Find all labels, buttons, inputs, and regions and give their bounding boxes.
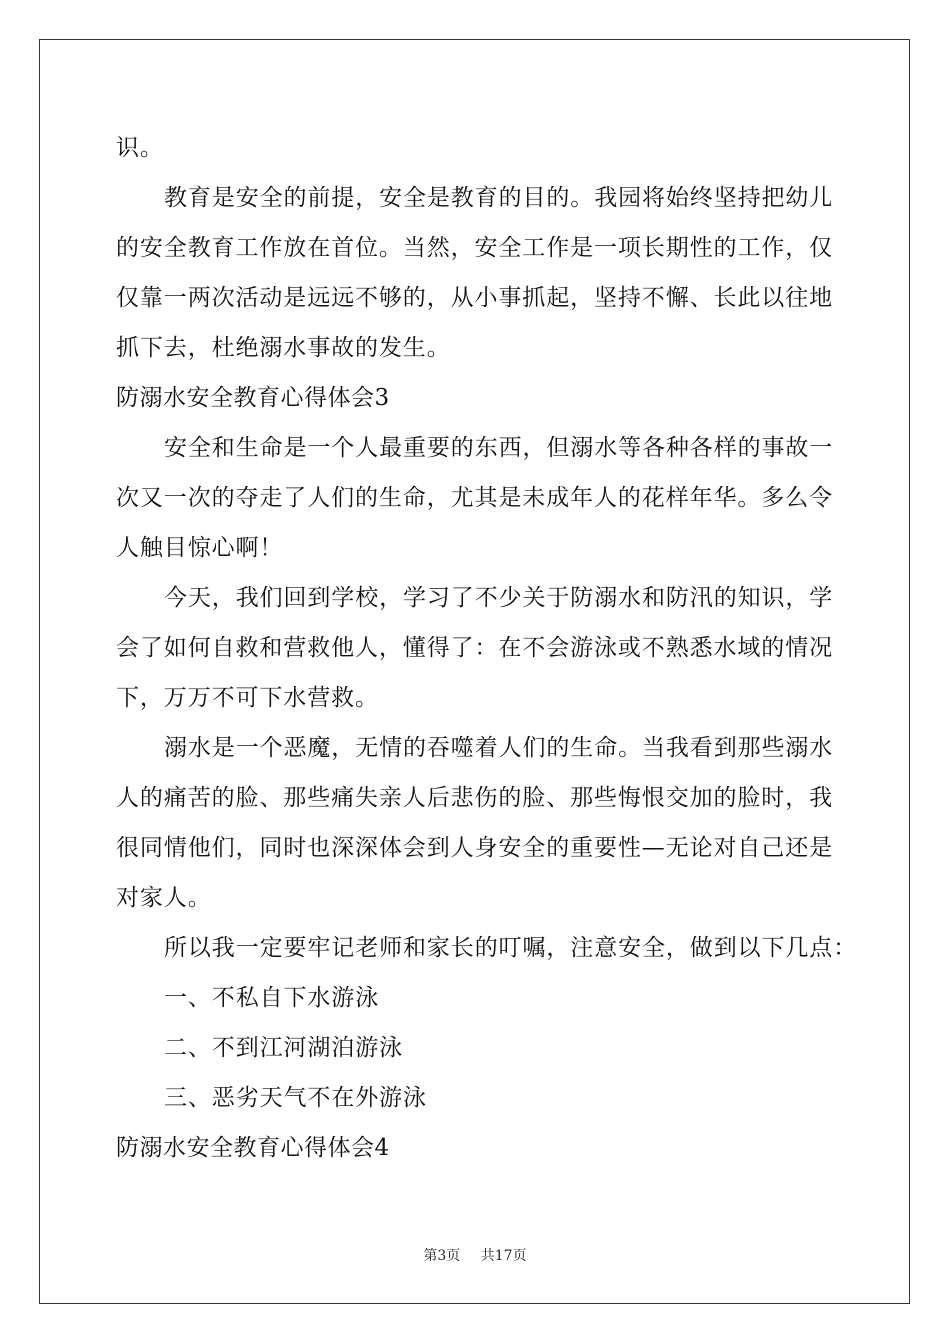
text-line: 人的痛苦的脸、那些痛失亲人后悲伤的脸、那些悔恨交加的脸时，我 <box>116 785 833 811</box>
text-line: 的安全教育工作放在首位。当然，安全工作是一项长期性的工作，仅 <box>116 235 833 261</box>
page-number: 第3页 <box>423 1248 461 1264</box>
text-line: 识。 <box>116 135 164 161</box>
text-line: 很同情他们，同时也深深体会到人身安全的重要性—无论对自己还是 <box>116 835 833 861</box>
text-line: 溺水是一个恶魔，无情的吞噬着人们的生命。当我看到那些溺水 <box>164 735 834 761</box>
text-line: 今天，我们回到学校，学习了不少关于防溺水和防汛的知识，学 <box>164 585 834 611</box>
text-line: 安全和生命是一个人最重要的东西，但溺水等各种各样的事故一 <box>164 435 834 461</box>
list-item: 一、不私自下水游泳 <box>164 985 380 1011</box>
list-item: 三、恶劣天气不在外游泳 <box>164 1085 427 1111</box>
document-body <box>116 123 858 1173</box>
text-line: 对家人。 <box>116 885 212 911</box>
page-footer <box>0 1246 950 1266</box>
text-line: 次又一次的夺走了人们的生命，尤其是未成年人的花样年华。多么令 <box>116 485 833 511</box>
text-line: 会了如何自救和营救他人，懂得了：在不会游泳或不熟悉水域的情况 <box>116 635 833 661</box>
section-heading: 防溺水安全教育心得体会3 <box>116 385 390 411</box>
text-line: 仅靠一两次活动是远远不够的，从小事抓起，坚持不懈、长此以往地 <box>116 285 833 311</box>
page-total: 共17页 <box>480 1248 527 1264</box>
section-heading: 防溺水安全教育心得体会4 <box>116 1135 390 1161</box>
text-line: 所以我一定要牢记老师和家长的叮嘱，注意安全，做到以下几点： <box>164 935 858 961</box>
text-line: 下，万万不可下水营救。 <box>116 685 379 711</box>
list-item: 二、不到江河湖泊游泳 <box>164 1035 403 1061</box>
text-line: 人触目惊心啊！ <box>116 535 284 561</box>
text-line: 教育是安全的前提，安全是教育的目的。我园将始终坚持把幼儿 <box>164 185 834 211</box>
text-line: 抓下去，杜绝溺水事故的发生。 <box>116 335 451 361</box>
